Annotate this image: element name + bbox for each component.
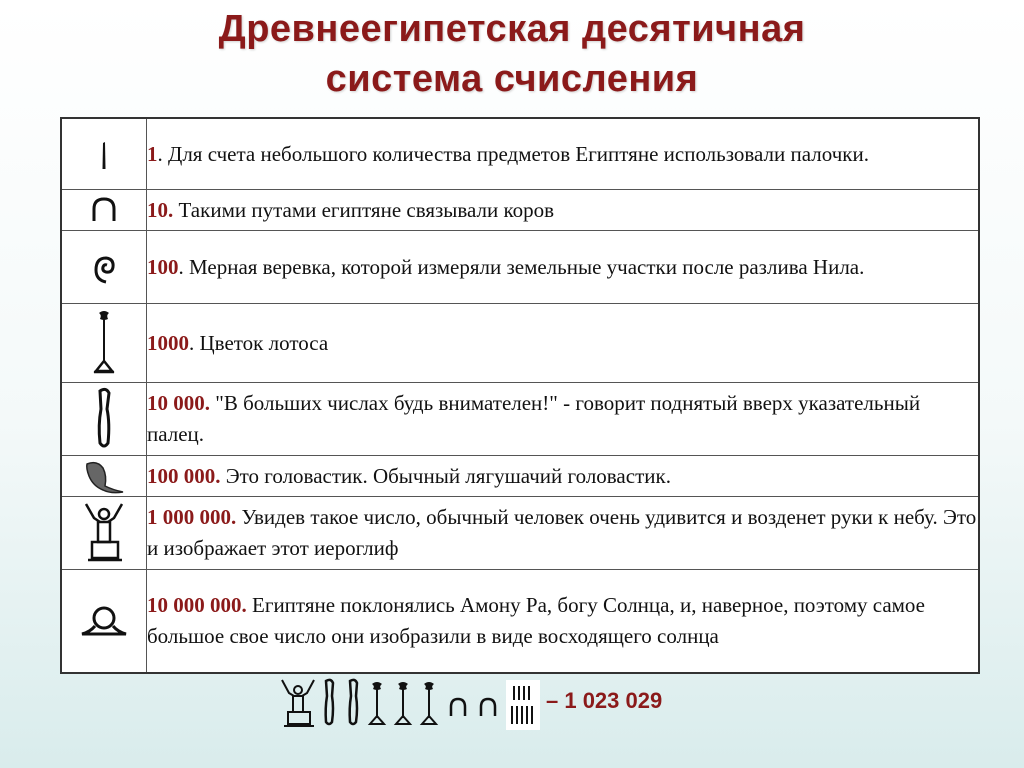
row-number: 10 000 000. xyxy=(147,593,247,617)
row-description: . Мерная веревка, которой измеряли земельные участки после разлива Нила. xyxy=(178,254,865,279)
row-description: . Для счета небольшого количества предметов Египтяне использовали палочки. xyxy=(157,141,869,166)
example-glyphs xyxy=(272,674,544,732)
coil-rope-icon xyxy=(84,242,124,292)
row-text xyxy=(147,570,980,674)
row-text xyxy=(147,383,980,456)
glyph-cell xyxy=(61,190,147,231)
example-number xyxy=(272,674,712,732)
title-line-1: Древнеегипетская десятичная xyxy=(218,8,806,50)
table-row xyxy=(61,118,979,190)
lotus-icon xyxy=(84,307,124,379)
row-description: "В больших числах будь внимателен!" - говорит поднятый вверх указательный палец. xyxy=(147,391,921,446)
table-row xyxy=(61,383,979,456)
row-description: Такими путами египтяне связывали коров xyxy=(173,197,555,222)
title-line-2: система счисления xyxy=(325,58,699,100)
glyph-cell xyxy=(61,304,147,383)
row-number: 10. xyxy=(147,197,174,222)
row-number: 1 xyxy=(147,141,158,166)
row-description: Увидев такое число, обычный человек очень удивится и возденет руки к небу. Это и изображает этот иероглиф xyxy=(147,505,977,560)
glyph-cell xyxy=(61,118,147,190)
finger-icon xyxy=(350,680,357,724)
glyph-cell xyxy=(61,497,147,570)
row-text xyxy=(147,497,980,570)
row-number: 100 xyxy=(147,254,179,279)
table-row xyxy=(61,456,979,497)
row-number: 1 000 000. xyxy=(147,505,237,529)
strokes-9-icon xyxy=(506,680,540,730)
finger-icon xyxy=(326,680,333,724)
stroke-icon xyxy=(84,129,124,179)
rising-sun-icon xyxy=(74,596,134,646)
row-text xyxy=(147,190,980,231)
finger-icon xyxy=(84,385,124,453)
glyph-cell xyxy=(61,456,147,497)
tadpole-icon xyxy=(79,456,129,496)
table-row xyxy=(61,570,979,674)
row-description: Это головастик. Обычный лягушачий головастик. xyxy=(220,463,671,488)
lotus-icon xyxy=(370,682,384,724)
table-row xyxy=(61,304,979,383)
kneeling-man-icon xyxy=(78,500,130,566)
glyph-cell xyxy=(61,231,147,304)
row-number: 1000 xyxy=(147,330,189,355)
page-title xyxy=(0,4,1024,104)
table-row xyxy=(61,190,979,231)
row-description: . Цветок лотоса xyxy=(189,330,329,355)
row-text xyxy=(147,118,980,190)
hieroglyph-table xyxy=(60,117,980,674)
row-number: 100 000. xyxy=(147,463,221,488)
example-value: – 1 023 029 xyxy=(546,688,663,713)
heel-bone-icon xyxy=(84,193,124,227)
table-row xyxy=(61,497,979,570)
heel-bone-icon xyxy=(481,699,495,716)
table-row xyxy=(61,231,979,304)
row-text xyxy=(147,231,980,304)
row-text xyxy=(147,456,980,497)
glyph-cell xyxy=(61,383,147,456)
row-text xyxy=(147,304,980,383)
lotus-icon xyxy=(422,682,436,724)
lotus-icon xyxy=(396,682,410,724)
heel-bone-icon xyxy=(451,699,465,716)
row-number: 10 000. xyxy=(147,391,210,415)
kneeling-man-icon xyxy=(282,680,314,726)
glyph-cell xyxy=(61,570,147,674)
row-description: Египтяне поклонялись Амону Ра, богу Солнца, и, наверное, поэтому самое большое свое число они изобразили в виде восходящего солнца xyxy=(147,593,926,648)
